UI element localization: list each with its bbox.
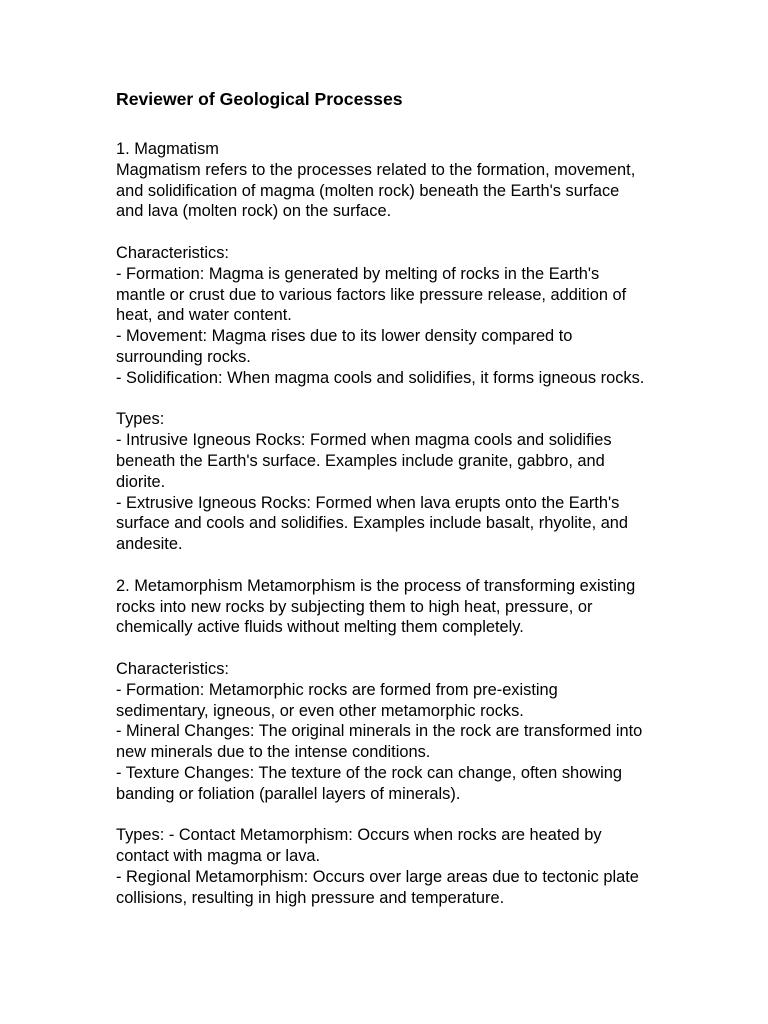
text-line: - Formation: Magma is generated by melting of rocks in the Earth's <box>116 264 600 283</box>
text-line: - Formation: Metamorphic rocks are formed from pre-existing <box>116 680 558 699</box>
text-line: Types: <box>116 410 165 429</box>
text-line: surface and cools and solidifies. Examples include basalt, rhyolite, and <box>116 514 629 533</box>
text-line: - Intrusive Igneous Rocks: Formed when magma cools and solidifies <box>116 431 612 450</box>
text-line: 2. Metamorphism Metamorphism is the process of transforming existing <box>116 576 636 595</box>
text-line: and solidification of magma (molten rock) beneath the Earth's surface <box>116 181 620 200</box>
paragraph <box>116 139 676 222</box>
text-line: mantle or crust due to various factors like pressure release, addition of <box>116 285 627 304</box>
text-line: - Regional Metamorphism: Occurs over large areas due to tectonic plate <box>116 867 639 886</box>
text-line: Types: - Contact Metamorphism: Occurs when rocks are heated by <box>116 826 602 845</box>
text-line: new minerals due to the intense conditions. <box>116 743 431 762</box>
text-line: collisions, resulting in high pressure and temperature. <box>116 888 505 907</box>
text-line: Characteristics: <box>116 243 229 262</box>
text-line: sedimentary, igneous, or even other metamorphic rocks. <box>116 701 524 720</box>
document-page <box>116 88 676 908</box>
text-line: - Extrusive Igneous Rocks: Formed when lava erupts onto the Earth's <box>116 493 620 512</box>
paragraph <box>116 243 676 389</box>
text-line: banding or foliation (parallel layers of minerals). <box>116 784 461 803</box>
text-line: andesite. <box>116 535 183 554</box>
text-line: - Mineral Changes: The original minerals in the rock are transformed into <box>116 722 643 741</box>
text-line: 1. Magmatism <box>116 140 219 158</box>
paragraph-gap <box>116 389 676 410</box>
text-line: and lava (molten rock) on the surface. <box>116 202 392 221</box>
paragraph-gap <box>116 638 676 659</box>
text-line: Characteristics: <box>116 659 229 678</box>
text-line: - Movement: Magma rises due to its lower density compared to <box>116 327 573 346</box>
text-line: - Solidification: When magma cools and solidifies, it forms igneous rocks. <box>116 368 645 387</box>
text-line: beneath the Earth's surface. Examples include granite, gabbro, and <box>116 451 605 470</box>
text-line: heat, and water content. <box>116 306 292 325</box>
paragraph <box>116 576 676 638</box>
document-body <box>116 139 676 908</box>
text-line: contact with magma or lava. <box>116 847 321 866</box>
paragraph <box>116 409 676 555</box>
text-line: diorite. <box>116 472 166 491</box>
text-line: chemically active fluids without melting them completely. <box>116 618 524 637</box>
paragraph-gap <box>116 555 676 576</box>
document-title: Reviewer of Geological Processes <box>116 89 403 109</box>
text-line: rocks into new rocks by subjecting them to high heat, pressure, or <box>116 597 593 616</box>
text-line: Magmatism refers to the processes related to the formation, movement, <box>116 160 636 179</box>
paragraph <box>116 659 676 805</box>
paragraph-gap <box>116 805 676 826</box>
text-line: surrounding rocks. <box>116 347 251 366</box>
paragraph <box>116 825 676 908</box>
text-line: - Texture Changes: The texture of the rock can change, often showing <box>116 763 622 782</box>
paragraph-gap <box>116 222 676 243</box>
